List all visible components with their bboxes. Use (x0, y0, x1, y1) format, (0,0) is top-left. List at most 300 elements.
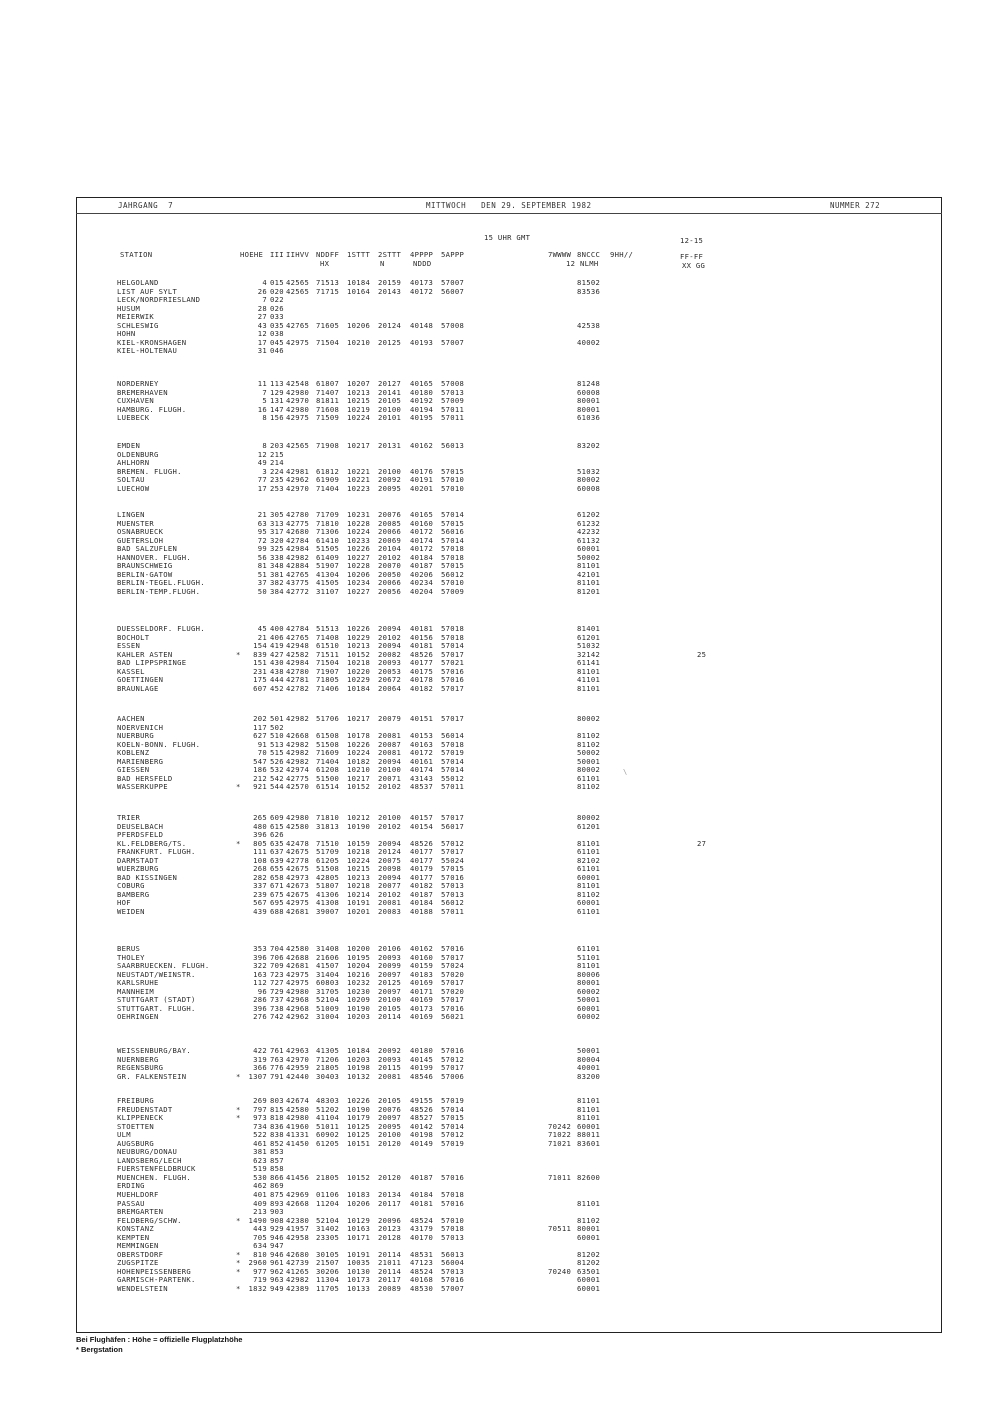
station-id: 688 (270, 907, 284, 917)
station-id: 313 (270, 518, 284, 528)
temp-1sttt: 10231 (347, 510, 371, 519)
dew-2sttt: 20125 (378, 978, 402, 988)
pressure-4pppp: 40180 (410, 387, 434, 397)
iihvv: 42962 (286, 475, 310, 485)
mountain-marker: * (236, 782, 241, 792)
nddff: 71306 (316, 527, 340, 537)
dew-2sttt: 20056 (378, 586, 402, 596)
cloud-8nccc: 61101 (577, 907, 601, 917)
pressure-4pppp: 40177 (410, 872, 434, 882)
pressure-4pppp: 40175 (410, 666, 434, 676)
tendency-5appp: 57009 (441, 586, 465, 596)
station-name: LANDSBERG/LECH (117, 1155, 182, 1165)
tendency-5appp: 57009 (441, 396, 465, 406)
temp-1sttt: 10151 (347, 1138, 371, 1148)
station-name: MUEHLDORF (117, 1190, 159, 1200)
tendency-5appp: 57011 (441, 404, 465, 414)
station-group (0, 1047, 1000, 1081)
iihvv: 41331 (286, 1130, 310, 1140)
elevation: 117 (253, 722, 267, 732)
tendency-5appp: 57018 (441, 552, 465, 562)
nddff: 81811 (316, 396, 340, 406)
station-id: 419 (270, 641, 284, 651)
iihvv: 42680 (286, 1249, 310, 1259)
nddff: 11204 (316, 1198, 340, 1208)
cloud-8nccc: 80001 (577, 1224, 601, 1234)
iihvv: 42582 (286, 649, 310, 659)
temp-1sttt: 10152 (347, 1172, 371, 1182)
table-row (0, 891, 1000, 900)
station-name: ESSEN (117, 641, 141, 651)
table-row (0, 882, 1000, 891)
temp-1sttt: 10191 (347, 1249, 371, 1259)
tendency-5appp: 56021 (441, 1012, 465, 1022)
cloud-8nccc: 80002 (577, 765, 601, 775)
nddff: 71407 (316, 387, 340, 397)
iihvv: 42780 (286, 666, 310, 676)
cloud-8nccc: 51101 (577, 952, 601, 962)
pressure-4pppp: 40194 (410, 404, 434, 414)
station-id: 866 (270, 1172, 284, 1182)
elevation: 805 (253, 838, 267, 848)
iihvv: 42680 (286, 527, 310, 537)
iihvv: 42984 (286, 544, 310, 554)
tendency-5appp: 57018 (441, 544, 465, 554)
iihvv: 42981 (286, 466, 310, 476)
iihvv: 42565 (286, 278, 310, 287)
cloud-8nccc: 81102 (577, 739, 601, 749)
station-id: 737 (270, 995, 284, 1005)
cloud-8nccc: 83200 (577, 1071, 601, 1081)
tendency-5appp: 57015 (441, 466, 465, 476)
cloud-8nccc: 80002 (577, 475, 601, 485)
table-row (0, 1191, 1000, 1200)
dew-2sttt: 20069 (378, 535, 402, 545)
pressure-4pppp: 40184 (410, 552, 434, 562)
tendency-5appp: 57021 (441, 658, 465, 668)
pressure-4pppp: 48530 (410, 1284, 434, 1294)
nddff: 61205 (316, 1138, 340, 1148)
tendency-5appp: 57017 (441, 813, 465, 822)
xxgg-header: XX GG (682, 261, 706, 270)
temp-1sttt: 10209 (347, 995, 371, 1005)
temp-1sttt: 10184 (347, 1046, 371, 1055)
station-name: KIEL-HOLTENAU (117, 346, 178, 356)
pressure-4pppp: 40161 (410, 756, 434, 766)
temp-1sttt: 10224 (347, 527, 371, 537)
temp-1sttt: 10220 (347, 666, 371, 676)
station-name: KASSEL (117, 666, 145, 676)
nlmh-header: NLMH (580, 259, 599, 268)
dew-2sttt: 20050 (378, 569, 402, 579)
nddff: 51009 (316, 1003, 340, 1013)
station-name: NUERNBERG (117, 1054, 159, 1064)
dew-2sttt: 20102 (378, 821, 402, 831)
station-id: 045 (270, 337, 284, 347)
temp-1sttt: 10221 (347, 466, 371, 476)
station-id: 815 (270, 1104, 284, 1114)
temp-1sttt: 10227 (347, 586, 371, 596)
cloud-8nccc: 61132 (577, 535, 601, 545)
nddff: 51508 (316, 864, 340, 874)
cloud-8nccc: 81101 (577, 1096, 601, 1105)
elevation: 26 (257, 286, 267, 296)
station-name: BAD HERSFELD (117, 773, 173, 783)
station-id: 704 (270, 944, 284, 953)
station-header: STATION (120, 250, 153, 259)
temp-1sttt: 10203 (347, 1012, 371, 1022)
pressure-4pppp: 40182 (410, 683, 434, 693)
cloud-8nccc: 41101 (577, 675, 601, 685)
pressure-4pppp: 40172 (410, 527, 434, 537)
pressure-4pppp: 40201 (410, 483, 434, 493)
cloud-8nccc: 51032 (577, 466, 601, 476)
pressure-4pppp: 40187 (410, 561, 434, 571)
station-name: THOLEY (117, 952, 145, 962)
mountain-marker: * (236, 1258, 241, 1268)
temp-1sttt: 10201 (347, 907, 371, 917)
iihvv: 42968 (286, 1003, 310, 1013)
elevation: 5 (262, 396, 267, 406)
dew-2sttt: 20115 (378, 1063, 402, 1073)
pressure-4pppp: 40193 (410, 337, 434, 347)
station-name: GOETTINGEN (117, 675, 164, 685)
pressure-4pppp: 40179 (410, 864, 434, 874)
pressure-4pppp: 40195 (410, 413, 434, 423)
station-id: 858 (270, 1164, 284, 1174)
station-id: 338 (270, 552, 284, 562)
dew-2sttt: 20101 (378, 413, 402, 423)
nddff: 71908 (316, 441, 340, 450)
nddff: 41104 (316, 1113, 340, 1123)
dew-2sttt: 20093 (378, 952, 402, 962)
tendency-5appp: 57007 (441, 278, 465, 287)
nddff: 61510 (316, 641, 340, 651)
pressure-4pppp: 40234 (410, 578, 434, 588)
nddff: 71404 (316, 483, 340, 493)
temp-1sttt: 10200 (347, 944, 371, 953)
elevation: 443 (253, 1224, 267, 1234)
dew-2sttt: 20105 (378, 1096, 402, 1105)
tendency-5appp: 57010 (441, 578, 465, 588)
dew-2sttt: 20087 (378, 739, 402, 749)
elevation: 530 (253, 1172, 267, 1182)
elevation: 607 (253, 683, 267, 693)
dew-2sttt: 20089 (378, 1284, 402, 1294)
iihvv: 42674 (286, 1096, 310, 1105)
tendency-5appp: 57018 (441, 632, 465, 642)
nddff: 31705 (316, 986, 340, 996)
tendency-5appp: 56016 (441, 527, 465, 537)
temp-1sttt: 10179 (347, 1113, 371, 1123)
dew-2sttt: 20066 (378, 527, 402, 537)
station-id: 430 (270, 658, 284, 668)
elevation: 95 (257, 527, 267, 537)
station-name: GUETERSLOH (117, 535, 164, 545)
nddff: 71511 (316, 649, 340, 659)
station-name: NUERBURG (117, 731, 155, 741)
table-row (0, 296, 1000, 305)
iihvv: 42668 (286, 1198, 310, 1208)
pressure-4pppp: 40165 (410, 510, 434, 519)
station-id: 452 (270, 683, 284, 693)
dew-2sttt: 20105 (378, 396, 402, 406)
tendency-5appp: 57014 (441, 641, 465, 651)
table-row (0, 758, 1000, 767)
elevation: 396 (253, 1003, 267, 1013)
pressure-4pppp: 40151 (410, 714, 434, 723)
nddff: 51513 (316, 624, 340, 633)
nddff: 51508 (316, 739, 340, 749)
pressure-4pppp: 40145 (410, 1054, 434, 1064)
dew-2sttt: 20097 (378, 986, 402, 996)
iihvv: 42980 (286, 813, 310, 822)
nddff: 31402 (316, 1224, 340, 1234)
station-name: LECK/NORDFRIESLAND (117, 295, 201, 305)
table-row (0, 451, 1000, 460)
cloud-8nccc: 88011 (577, 1130, 601, 1140)
table-row (0, 874, 1000, 883)
station-name: OLDENBURG (117, 449, 159, 459)
station-group (0, 279, 1000, 356)
station-id: 949 (270, 1284, 284, 1294)
temp-1sttt: 10218 (347, 658, 371, 668)
temp-1sttt: 10206 (347, 320, 371, 330)
elevation: 337 (253, 881, 267, 891)
temp-1sttt: 10219 (347, 404, 371, 414)
temp-1sttt: 10190 (347, 821, 371, 831)
table-row (0, 476, 1000, 485)
station-id: 400 (270, 624, 284, 633)
tendency-5appp: 57017 (441, 1063, 465, 1073)
elevation: 45 (257, 624, 267, 633)
tendency-5appp: 57019 (441, 1096, 465, 1105)
station-id: 875 (270, 1190, 284, 1200)
station-name: WENDELSTEIN (117, 1284, 168, 1294)
iihvv: 42775 (286, 773, 310, 783)
station-id: 544 (270, 782, 284, 792)
station-name: MUENCHEN. FLUGH. (117, 1172, 192, 1182)
tendency-5appp: 57018 (441, 624, 465, 633)
iihvv: 41960 (286, 1121, 310, 1131)
station-name: LUEBECK (117, 413, 150, 423)
elevation: 282 (253, 872, 267, 882)
station-id: 317 (270, 527, 284, 537)
cloud-8nccc: 61201 (577, 821, 601, 831)
elevation: 12 (257, 329, 267, 339)
station-id: 929 (270, 1224, 284, 1234)
dew-2sttt: 20079 (378, 714, 402, 723)
station-name: KLIPPENECK (117, 1113, 164, 1123)
mountain-marker: * (236, 1113, 241, 1123)
tendency-5appp: 57016 (441, 1172, 465, 1182)
station-name: LIST AUF SYLT (117, 286, 178, 296)
pressure-4pppp: 40183 (410, 969, 434, 979)
temp-1sttt: 10206 (347, 569, 371, 579)
cloud-8nccc: 60001 (577, 1121, 601, 1131)
table-row (0, 1225, 1000, 1234)
station-name: NORDERNEY (117, 379, 159, 388)
pressure-4pppp: 43179 (410, 1224, 434, 1234)
station-id: 818 (270, 1113, 284, 1123)
elevation: 63 (257, 518, 267, 528)
station-id: 727 (270, 978, 284, 988)
cloud-8nccc: 81101 (577, 1198, 601, 1208)
iihvv: 42980 (286, 404, 310, 414)
pressure-4pppp: 40169 (410, 1012, 434, 1022)
elevation: 276 (253, 1012, 267, 1022)
station-group (0, 945, 1000, 1022)
cloud-8nccc: 60008 (577, 483, 601, 493)
station-name: BERLIN-TEGEL.FLUGH. (117, 578, 205, 588)
temp-1sttt: 10218 (347, 847, 371, 857)
iihvv: 42675 (286, 889, 310, 899)
tendency-5appp: 57014 (441, 756, 465, 766)
pressure-4pppp: 40177 (410, 658, 434, 668)
pressure-4pppp: 40180 (410, 1046, 434, 1055)
pressure-4pppp: 40188 (410, 907, 434, 917)
station-name: FELDBERG/SCHW. (117, 1215, 182, 1225)
tendency-5appp: 57015 (441, 1113, 465, 1123)
station-id: 444 (270, 675, 284, 685)
tendency-5appp: 57019 (441, 748, 465, 758)
mountain-marker: * (236, 649, 241, 659)
station-group (0, 715, 1000, 792)
station-name: SOLTAU (117, 475, 145, 485)
nddff: 31004 (316, 1012, 340, 1022)
temp-1sttt: 10232 (347, 978, 371, 988)
cloud-8nccc: 32142 (577, 649, 601, 659)
station-id: 671 (270, 881, 284, 891)
nddff: 01106 (316, 1190, 340, 1200)
station-name: AUGSBURG (117, 1138, 155, 1148)
temp-1sttt: 10130 (347, 1266, 371, 1276)
station-id: 655 (270, 864, 284, 874)
station-name: FUERSTENFELDBRUCK (117, 1164, 196, 1174)
cloud-8nccc: 61101 (577, 847, 601, 857)
iihvv: 42958 (286, 1232, 310, 1242)
station-id: 526 (270, 756, 284, 766)
elevation: 4 (262, 278, 267, 287)
pressure-4pppp: 40187 (410, 889, 434, 899)
station-group (0, 1097, 1000, 1294)
temp-1sttt: 10226 (347, 739, 371, 749)
elevation: 567 (253, 898, 267, 908)
nddff: 31813 (316, 821, 340, 831)
station-name: KOELN-BONN. FLUGH. (117, 739, 201, 749)
station-id: 305 (270, 510, 284, 519)
temp-1sttt: 10195 (347, 952, 371, 962)
pressure-4pppp: 40170 (410, 1232, 434, 1242)
station-name: WEISSENBURG/BAY. (117, 1046, 192, 1055)
cloud-8nccc: 63501 (577, 1266, 601, 1276)
dew-2sttt: 20083 (378, 907, 402, 917)
pressure-4pppp: 48546 (410, 1071, 434, 1081)
tendency-5appp: 56013 (441, 441, 465, 450)
elevation: 519 (253, 1164, 267, 1174)
iihvv: 42975 (286, 978, 310, 988)
pressure-4pppp: 40177 (410, 855, 434, 865)
weather-7wwww: 70242 (548, 1121, 572, 1131)
hx-header: HX (320, 259, 330, 268)
cloud-8nccc: 42538 (577, 320, 601, 330)
pressure-4pppp: 40162 (410, 441, 434, 450)
pressure-4pppp: 40192 (410, 396, 434, 406)
temp-1sttt: 10190 (347, 1104, 371, 1114)
elevation: 1832 (248, 1284, 267, 1294)
elevation: 212 (253, 773, 267, 783)
elevation: 186 (253, 765, 267, 775)
iihvv: 42970 (286, 1054, 310, 1064)
station-id: 033 (270, 312, 284, 322)
station-id: 542 (270, 773, 284, 783)
station-id: 214 (270, 458, 284, 468)
nddff: 61807 (316, 379, 340, 388)
table-row (0, 322, 1000, 331)
tendency-5appp: 57006 (441, 1071, 465, 1081)
tendency-5appp: 57010 (441, 475, 465, 485)
dew-2sttt: 20143 (378, 286, 402, 296)
a5appp-header: 5APPP (441, 250, 465, 259)
cloud-8nccc: 81202 (577, 1249, 601, 1259)
table-row (0, 414, 1000, 423)
station-id: 893 (270, 1198, 284, 1208)
tendency-5appp: 57014 (441, 1121, 465, 1131)
elevation: 627 (253, 731, 267, 741)
p4pppp-header: 4PPPP (410, 250, 434, 259)
temp-1sttt: 10224 (347, 748, 371, 758)
table-row (0, 634, 1000, 643)
elevation: 8 (262, 413, 267, 423)
elevation: 1490 (248, 1215, 267, 1225)
temp-1sttt: 10182 (347, 756, 371, 766)
cloud-8nccc: 60002 (577, 1012, 601, 1022)
iihvv: 42548 (286, 379, 310, 388)
mountain-marker: * (236, 1266, 241, 1276)
dew-2sttt: 20128 (378, 1232, 402, 1242)
dew-2sttt: 20075 (378, 855, 402, 865)
mountain-marker: * (236, 1249, 241, 1259)
dew-2sttt: 20099 (378, 961, 402, 971)
iihvv: 42780 (286, 510, 310, 519)
station-name: WASSERKUPPE (117, 782, 168, 792)
iihvv: 42675 (286, 847, 310, 857)
nddff: 41308 (316, 898, 340, 908)
nddff: 71605 (316, 320, 340, 330)
temp-1sttt: 10204 (347, 961, 371, 971)
nddff: 41507 (316, 961, 340, 971)
nddff: 71509 (316, 413, 340, 423)
pressure-4pppp: 48526 (410, 1104, 434, 1114)
station-id: 348 (270, 561, 284, 571)
tendency-5appp: 57017 (441, 978, 465, 988)
pressure-4pppp: 40198 (410, 1130, 434, 1140)
station-name: KEMPTEN (117, 1232, 150, 1242)
station-name: LUECHOW (117, 483, 150, 493)
temp-1sttt: 10159 (347, 838, 371, 848)
dew-2sttt: 20117 (378, 1275, 402, 1285)
elevation: 353 (253, 944, 267, 953)
tendency-5appp: 57010 (441, 483, 465, 493)
nddff: 11304 (316, 1275, 340, 1285)
station-name: ZUGSPITZE (117, 1258, 159, 1268)
elevation: 21 (257, 632, 267, 642)
station-name: GIESSEN (117, 765, 150, 775)
tendency-5appp: 57016 (441, 872, 465, 882)
elevation: 422 (253, 1046, 267, 1055)
station-name: EMDEN (117, 441, 141, 450)
station-name: TRIER (117, 813, 141, 822)
